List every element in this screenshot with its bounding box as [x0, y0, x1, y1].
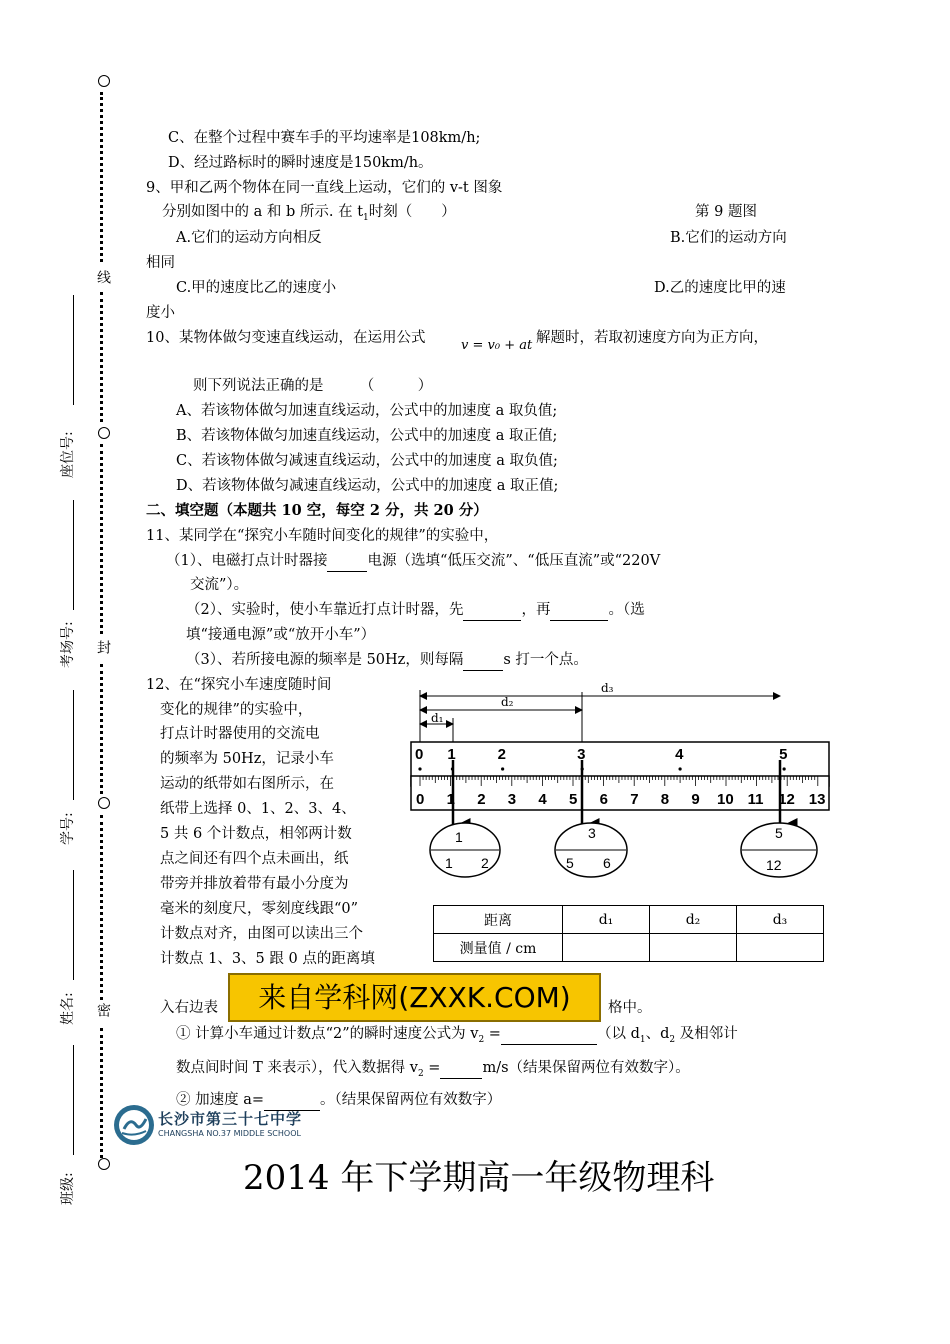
q12-line: 运动的纸带如右图所示，在 [160, 776, 334, 792]
q9-stem2: 分别如图中的 a 和 b 所示. 在 t [162, 204, 364, 220]
q11-p3a: （3）、若所接电源的频率是 50Hz，则每隔 [186, 652, 464, 668]
school-name-en: CHANGSHA NO.37 MIDDLE SCHOOL [158, 1129, 301, 1138]
q12-line: 打点计时器使用的交流电 [160, 726, 320, 742]
table-row-label: 测量值 / cm [434, 934, 563, 962]
q9-option-c: C.甲的速度比乙的速度小 [176, 280, 337, 296]
student-id-label: 学号: [60, 812, 76, 845]
q12-sub2a-sub: 2 [417, 1068, 424, 1079]
q9-figure-label: 第 9 题图 [695, 204, 757, 220]
binding-dots [100, 292, 111, 422]
seat-field[interactable] [73, 295, 74, 405]
q9-option-b: B.它们的运动方向 [670, 230, 787, 246]
ruler-label: 13 [808, 791, 826, 808]
mark-seal: 封 [95, 640, 111, 654]
table-col-d1: d₁ [563, 906, 650, 934]
ruler-label: 12 [778, 791, 795, 808]
q12-sub1c: （以 d [596, 1026, 640, 1042]
table-col-d3: d₃ [737, 906, 824, 934]
q10-formula: v = v₀ + at [461, 338, 533, 353]
q9-sub: 1 [363, 212, 369, 223]
answer-cell-d2[interactable] [650, 934, 737, 962]
q10-option-a: A、若该物体做匀加速直线运动，公式中的加速度 a 取负值; [176, 403, 558, 419]
zoom1-left: 1 [445, 855, 453, 871]
binding-circle [98, 75, 110, 87]
q12-line: 计数点 1、3、5 跟 0 点的距离填 [160, 951, 375, 967]
student-id-field[interactable] [73, 690, 74, 800]
q11-part3 [186, 650, 588, 671]
q12-line: 5 共 6 个计数点，相邻两计数 [160, 826, 352, 842]
ruler-label: 0 [416, 791, 425, 808]
q12-line: 毫米的刻度尺，零刻度线跟“0” [160, 901, 359, 917]
q8-option-c: C、在整个过程中赛车手的平均速率是108km/h; [168, 130, 481, 146]
q12-line: 的频率为 50Hz，记录小车 [160, 751, 334, 767]
tape-point-label: 0 [415, 746, 424, 763]
q12-sub1 [176, 1024, 738, 1050]
school-logo-icon [112, 1103, 156, 1147]
school-name-cn: 长沙市第三十七中学 [158, 1110, 303, 1128]
binding-dots [100, 444, 111, 634]
ruler-label: 4 [538, 791, 547, 808]
q12-line: 12、在“探究小车速度随时间 [146, 677, 332, 693]
binding-dots [100, 92, 111, 262]
school-name [158, 1108, 302, 1138]
seat-label: 座位号: [60, 431, 76, 478]
q12-blank-v2-formula[interactable] [501, 1024, 597, 1045]
mark-secret: 密 [95, 1003, 111, 1017]
q8-option-d: D、经过路标时的瞬时速度是150km/h。 [168, 155, 433, 171]
answer-cell-d1[interactable] [563, 934, 650, 962]
binding-circle [98, 1158, 110, 1170]
q12-sub3b: 。（结果保留两位有效数字） [320, 1092, 502, 1108]
answer-cell-d3[interactable] [737, 934, 824, 962]
q12-sub2c: m/s（结果保留两位有效数字）。 [482, 1060, 690, 1076]
q9-option-d: D.乙的速度比甲的速 [654, 280, 786, 296]
table-row [434, 934, 824, 962]
q12-blank-v2-value[interactable] [440, 1058, 482, 1079]
q10-stem-end: 解题时，若取初速度方向为正方向， [536, 330, 768, 346]
table-row [434, 906, 824, 934]
name-label: 姓名: [60, 992, 76, 1025]
q12-sub1c-sub: 1 [639, 1034, 646, 1045]
binding-dots [100, 664, 111, 794]
q12-line: 计数点对齐，由图可以读出三个 [160, 926, 363, 942]
binding-dots [100, 1028, 111, 1158]
zoom-circle-3 [741, 823, 817, 877]
q12-cont-start: 入右边表 [160, 1000, 218, 1016]
exam-room-label: 考场号: [60, 621, 76, 668]
tape-point-label: 4 [675, 746, 684, 763]
ruler-label: 5 [569, 791, 578, 808]
ruler-label: 9 [691, 791, 700, 808]
tape-ruler-figure [405, 680, 835, 885]
tape-point-label: 3 [577, 746, 586, 763]
q12-sub3a: ② 加速度 a= [176, 1092, 265, 1108]
zoom1-top: 1 [455, 829, 463, 845]
zoom1-right: 2 [481, 855, 489, 871]
class-field[interactable] [73, 1045, 74, 1155]
zoom-circle-2 [555, 823, 627, 877]
ruler-label: 3 [507, 791, 517, 808]
ruler-label: 8 [660, 791, 670, 808]
zoom2-left: 5 [566, 855, 574, 871]
zoom3-bottom: 12 [766, 857, 782, 873]
q12-sub1a-sub: 2 [478, 1034, 485, 1045]
d3-label: d₃ [601, 681, 614, 695]
q11-blank3[interactable] [550, 600, 608, 621]
q11-p1a: （1）、电磁打点计时器接 [166, 553, 328, 569]
q11-p1b: 电源（选填“低压交流”、“低压直流”或“220V [367, 553, 661, 569]
q12-sub1d: 、d [645, 1026, 670, 1042]
q12-cont-end: 格中。 [608, 1000, 652, 1016]
q10-option-b: B、若该物体做匀加速直线运动，公式中的加速度 a 取正值; [176, 428, 558, 444]
section-heading: 二、填空题（本题共 10 空，每空 2 分，共 20 分） [146, 502, 488, 519]
q11-stem: 11、某同学在“探究小车随时间变化的规律”的实验中， [146, 528, 499, 544]
tape-point-label: 2 [497, 746, 506, 763]
d1-label: d₁ [431, 711, 444, 725]
ruler-label: 10 [717, 791, 734, 808]
q12-sub2a: 数点间时间 T 来表示），代入数据得 v [176, 1060, 418, 1076]
q10-option-d: D、若该物体做匀减速直线运动，公式中的加速度 a 取正值; [176, 478, 559, 494]
ruler-label: 6 [599, 791, 608, 808]
watermark-banner: 来自学科网(ZXXK.COM) [228, 973, 601, 1022]
q9-stem-line2 [162, 202, 456, 228]
q10-option-c: C、若该物体做匀减速直线运动，公式中的加速度 a 取负值; [176, 453, 558, 469]
q12-line: 点之间还有四个点未画出，纸 [160, 851, 349, 867]
q11-blank2[interactable] [463, 600, 521, 621]
q9-stem2-end: 时刻（ ） [368, 204, 456, 220]
ruler-label: 7 [630, 791, 639, 808]
binding-dots [100, 815, 111, 1000]
q10-stem2: 则下列说法正确的是 （ ） [193, 378, 433, 394]
binding-circle [98, 797, 110, 809]
mark-line: 线 [95, 270, 111, 284]
ruler-label: 11 [747, 791, 764, 808]
q11-blank4[interactable] [463, 650, 503, 671]
q9-option-d-cont: 度小 [146, 305, 175, 321]
zoom2-top: 3 [588, 825, 596, 841]
q11-p1c: 交流”）。 [190, 577, 249, 593]
name-field[interactable] [73, 870, 74, 980]
tape-dot [418, 767, 421, 770]
q11-p3b: s 打一个点。 [503, 652, 588, 668]
exam-room-field[interactable] [73, 500, 74, 610]
q9-stem: 9、甲和乙两个物体在同一直线上运动，它们的 v-t 图象 [146, 180, 503, 196]
tape-dot [783, 767, 786, 770]
ruler-label: 1 [446, 791, 455, 808]
table-col-d2: d₂ [650, 906, 737, 934]
q11-p2d: 填“接通电源”或“放开小车”） [186, 627, 376, 643]
tape-point-label: 5 [779, 746, 788, 763]
q12-line: 变化的规律”的实验中， [160, 702, 313, 718]
q11-part2 [186, 600, 645, 621]
binding-circle [98, 427, 110, 439]
q12-sub1e: 及相邻计 [675, 1026, 738, 1042]
q12-line: 带旁并排放着带有最小分度为 [160, 876, 349, 892]
q12-sub2 [176, 1058, 690, 1084]
q11-part1 [166, 551, 660, 572]
tape-point-label: 1 [447, 746, 456, 763]
distance-table [433, 905, 824, 962]
zoom3-top: 5 [775, 825, 783, 841]
q12-line: 纸带上选择 0、1、2、3、4、 [160, 801, 356, 817]
q10-stem-start: 10、某物体做匀变速直线运动，在运用公式 [146, 330, 426, 346]
q11-p2a: （2）、实验时，使小车靠近打点计时器，先 [186, 602, 464, 618]
d2-label: d₂ [501, 695, 514, 709]
q12-sub1b: = [484, 1026, 501, 1042]
q11-p2c: 。（选 [608, 602, 645, 618]
q12-sub1d-sub: 2 [669, 1034, 676, 1045]
zoom2-right: 6 [603, 855, 611, 871]
q11-p2b: ，再 [521, 602, 551, 618]
tape-dot [679, 767, 682, 770]
exam-title: 2014 年下学期高一年级物理科 [243, 1158, 715, 1198]
q12-sub1a: ① 计算小车通过计数点“2”的瞬时速度公式为 v [176, 1026, 479, 1042]
tape-dot [501, 767, 504, 770]
class-label: 班级: [60, 1172, 76, 1205]
q12-sub2b: = [423, 1060, 441, 1076]
q11-blank1[interactable] [327, 551, 367, 572]
table-header: 距离 [434, 906, 563, 934]
zoom-circle-1 [430, 823, 500, 877]
ruler-label: 2 [477, 791, 486, 808]
q9-option-b-cont: 相同 [146, 255, 175, 271]
q9-option-a: A.它们的运动方向相反 [176, 230, 322, 246]
